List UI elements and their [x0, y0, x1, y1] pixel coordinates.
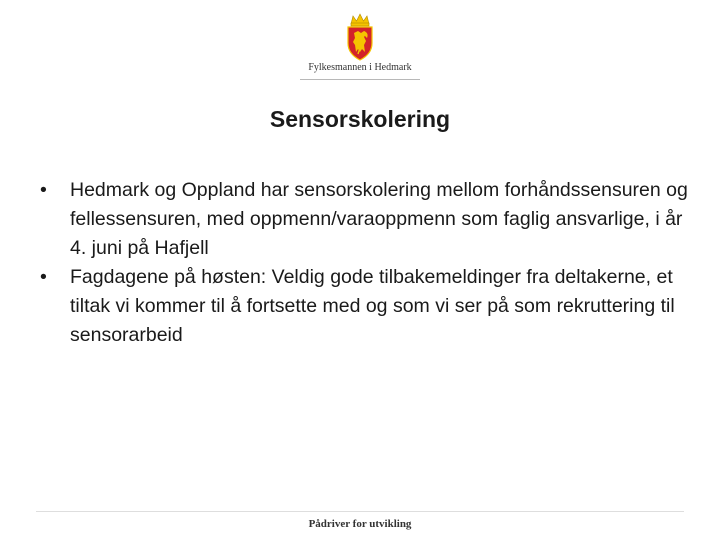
bullet-text: Fagdagene på høsten: Veldig gode tilbakemeldinger fra deltakerne, et tiltak vi kommer til å fortsette med og som vi ser på som rekruttering til sensorarbeid: [70, 266, 675, 346]
bullet-dot: •: [40, 179, 47, 201]
header-divider: [300, 79, 420, 80]
bullet-dot: •: [40, 266, 47, 288]
coat-of-arms-icon: [340, 12, 380, 62]
bullet-item: [40, 176, 690, 263]
slide-title: Sensorskolering: [269, 106, 451, 132]
bullet-list: [40, 176, 690, 350]
bullet-text: Hedmark og Oppland har sensorskolering mellom forhåndssensuren og fellessensuren, med oppmenn/varaoppmenn som faglig ansvarlige, i år 4. juni på Hafjell: [70, 179, 688, 259]
footer-divider: [36, 511, 684, 512]
footer-slogan: Pådriver for utvikling: [308, 518, 412, 530]
organization-name: Fylkesmannen i Hedmark: [308, 62, 412, 73]
bullet-item: [40, 263, 690, 350]
